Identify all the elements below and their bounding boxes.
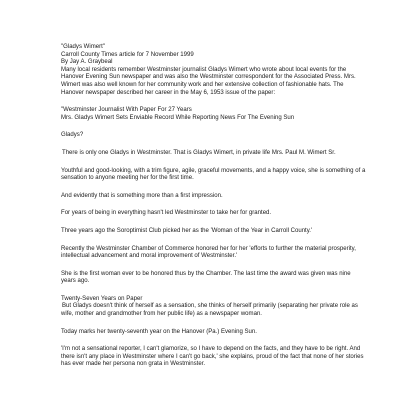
body-paragraph: Three years ago the Soroptimist Club picked her as the 'Woman of the Year in Carroll County.' — [61, 227, 313, 234]
article-header — [61, 44, 366, 67]
section-block — [61, 296, 366, 319]
body-paragraph: But Gladys doesn't think of herself as a sensation, she thinks of herself primarily (separating her private role as wife, mother and grandmother from her public life) as a newspaper woman. — [61, 303, 358, 318]
body-paragraph: Recently the Westminster Chamber of Commerce honored her for her 'efforts to further the material prosperity, intellectual advancement and moral improvement of Westminster.' — [61, 245, 356, 260]
body-paragraph: There is only one Gladys in Westminster. That is Gladys Wimert, in private life Mrs. Paul M. Wimert Sr. — [62, 149, 336, 156]
body-paragraph: Today marks her twenty-seventh year on the Hanover (Pa.) Evening Sun. — [61, 328, 257, 335]
byline: By Jay A. Graybeal — [61, 59, 113, 66]
article-title: "Gladys Wimert" — [61, 44, 105, 50]
body-paragraph: For years of being in everything hasn't led Westminster to take her for granted. — [61, 210, 272, 217]
body-paragraph: 'I'm not a sensational reporter, I can't glamorize, so I have to depend on the facts, and they have to be right. And there isn't any place in Westminster where I can't go back,' she explains, proud of the fact that none of her stories has ever made her persona non grata in Westminster. — [61, 346, 364, 368]
publication-line: Carroll County Times article for 7 November 1999 — [61, 51, 194, 58]
quoted-headline: "Westminster Journalist With Paper For 27 Years — [61, 107, 192, 114]
intro-paragraph: Many local residents remember Westminster journalist Gladys Wimert who wrote about local events for the Hanover Evening Sun newspaper and was also the Westminster correspondent for the Associated Press. Mrs. Wimert was also well known for her community work and her extensive collection of fashionable hats. The Hanover newspaper described her career in the May 6, 1953 issue of the paper: — [61, 66, 356, 96]
body-paragraph: Youthful and good-looking, with a trim figure, agile, graceful movements, and a happy voice, she is something of a sensation to anyone meeting her for the first time. — [61, 167, 366, 182]
quoted-subheadline: Mrs. Gladys Wimert Sets Enviable Record While Reporting News For The Evening Sun — [61, 114, 295, 121]
body-paragraph: She is the first woman ever to be honored thus by the Chamber. The last time the award was given was nine years ago. — [61, 270, 351, 285]
headline-block — [61, 107, 366, 122]
body-paragraph: Gladys? — [61, 132, 84, 139]
body-paragraph: And evidently that is something more than a first impression. — [61, 192, 223, 199]
section-heading: Twenty-Seven Years on Paper — [61, 295, 143, 302]
